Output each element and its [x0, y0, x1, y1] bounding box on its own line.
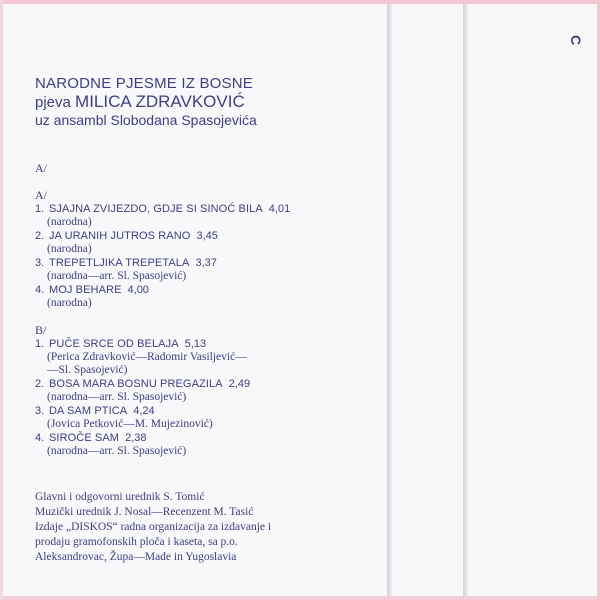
track-credit: (Perica Zdravković—Radomir Vasiljević— [47, 351, 247, 363]
track-credit: (narodna—arr. Sl. Spasojević) [47, 445, 187, 457]
track-item [35, 405, 380, 431]
fold-shadow-1 [389, 4, 393, 596]
track-credit: (narodna—arr. Sl. Spasojević) [47, 270, 187, 282]
track-duration: 3,37 [195, 257, 217, 269]
side-b-label: B/ [35, 323, 47, 337]
artist-name: MILICA ZDRAVKOVIĆ [75, 92, 245, 111]
track-title: PUČE SRCE OD BELAJA [49, 338, 179, 350]
edge-bottom [0, 596, 600, 600]
track-duration: 4,24 [133, 405, 155, 417]
track-credit: (narodna) [47, 243, 92, 255]
track-credit: (narodna—arr. Sl. Spasojević) [47, 391, 187, 403]
track-duration: 5,13 [184, 338, 207, 350]
side-a-tracklist [35, 188, 380, 310]
artist-prefix: pjeva [35, 94, 71, 111]
track-item [35, 378, 380, 404]
track-number: 2. [35, 230, 45, 242]
track-title: DA SAM PTICA [49, 405, 128, 417]
track-title: SIROČE SAM [49, 432, 120, 444]
track-item [35, 284, 380, 310]
track-number: 3. [35, 257, 45, 269]
publisher-line: Izdaje „DISKOS“ radna organizacija za izdavanje i [35, 521, 272, 533]
track-duration: 2,38 [125, 432, 147, 444]
edge-top [0, 0, 600, 4]
location-line: Aleksandrovac, Župa—Made in Yugoslavia [35, 551, 237, 563]
track-item [35, 230, 380, 256]
track-credit: (narodna) [47, 297, 92, 309]
track-item [35, 203, 380, 229]
fold-shadow-2 [465, 4, 469, 596]
track-number: 4. [35, 432, 45, 444]
track-number: 4. [35, 284, 45, 296]
track-credit: (Jovica Petković—M. Mujezinović) [47, 418, 213, 430]
editor-line: Glavni i odgovorni urednik S. Tomić [35, 491, 205, 503]
side-a-heading: A/ [35, 161, 47, 175]
artist-line [35, 92, 380, 112]
track-number: 1. [35, 203, 45, 215]
track-number: 3. [35, 405, 45, 417]
ensemble-line: uz ansambl Slobodana Spasojevića [35, 112, 257, 128]
music-editor-line: Muzički urednik J. Nosal—Recenzent M. Tasić [35, 506, 254, 518]
track-duration: 4,01 [268, 203, 291, 215]
track-item [35, 338, 380, 377]
track-title: JA URANIH JUTROS RANO [49, 230, 191, 242]
side-a-label: A/ [35, 188, 47, 202]
track-duration: 2,49 [228, 378, 251, 390]
track-title: BOSA MARA BOSNU PREGAZILA [49, 378, 223, 390]
publisher-credits [35, 490, 380, 565]
track-item [35, 257, 380, 283]
track-duration: 3,45 [196, 230, 218, 242]
track-title: TREPETLJIKA TREPETALA [49, 257, 190, 269]
publisher-line-2: prodaju gramofonskih ploča i kaseta, sa p.o. [35, 536, 238, 548]
track-title: MOJ BEHARE [49, 284, 122, 296]
side-b-tracklist [35, 323, 380, 458]
track-credit: (narodna) [47, 216, 92, 228]
edge-left [0, 0, 3, 600]
track-number: 1. [35, 338, 45, 350]
track-number: 2. [35, 378, 45, 390]
track-title: SJAJNA ZVIJEZDO, GDJE SI SINOĆ BILA [49, 203, 263, 215]
track-duration: 4,00 [127, 284, 149, 296]
track-item [35, 432, 380, 458]
header-block [35, 75, 380, 129]
track-credit-continued: —Sl. Spasojević) [47, 364, 128, 376]
side-mark: C [568, 34, 585, 46]
album-title: NARODNE PJESME IZ BOSNE [35, 75, 253, 92]
